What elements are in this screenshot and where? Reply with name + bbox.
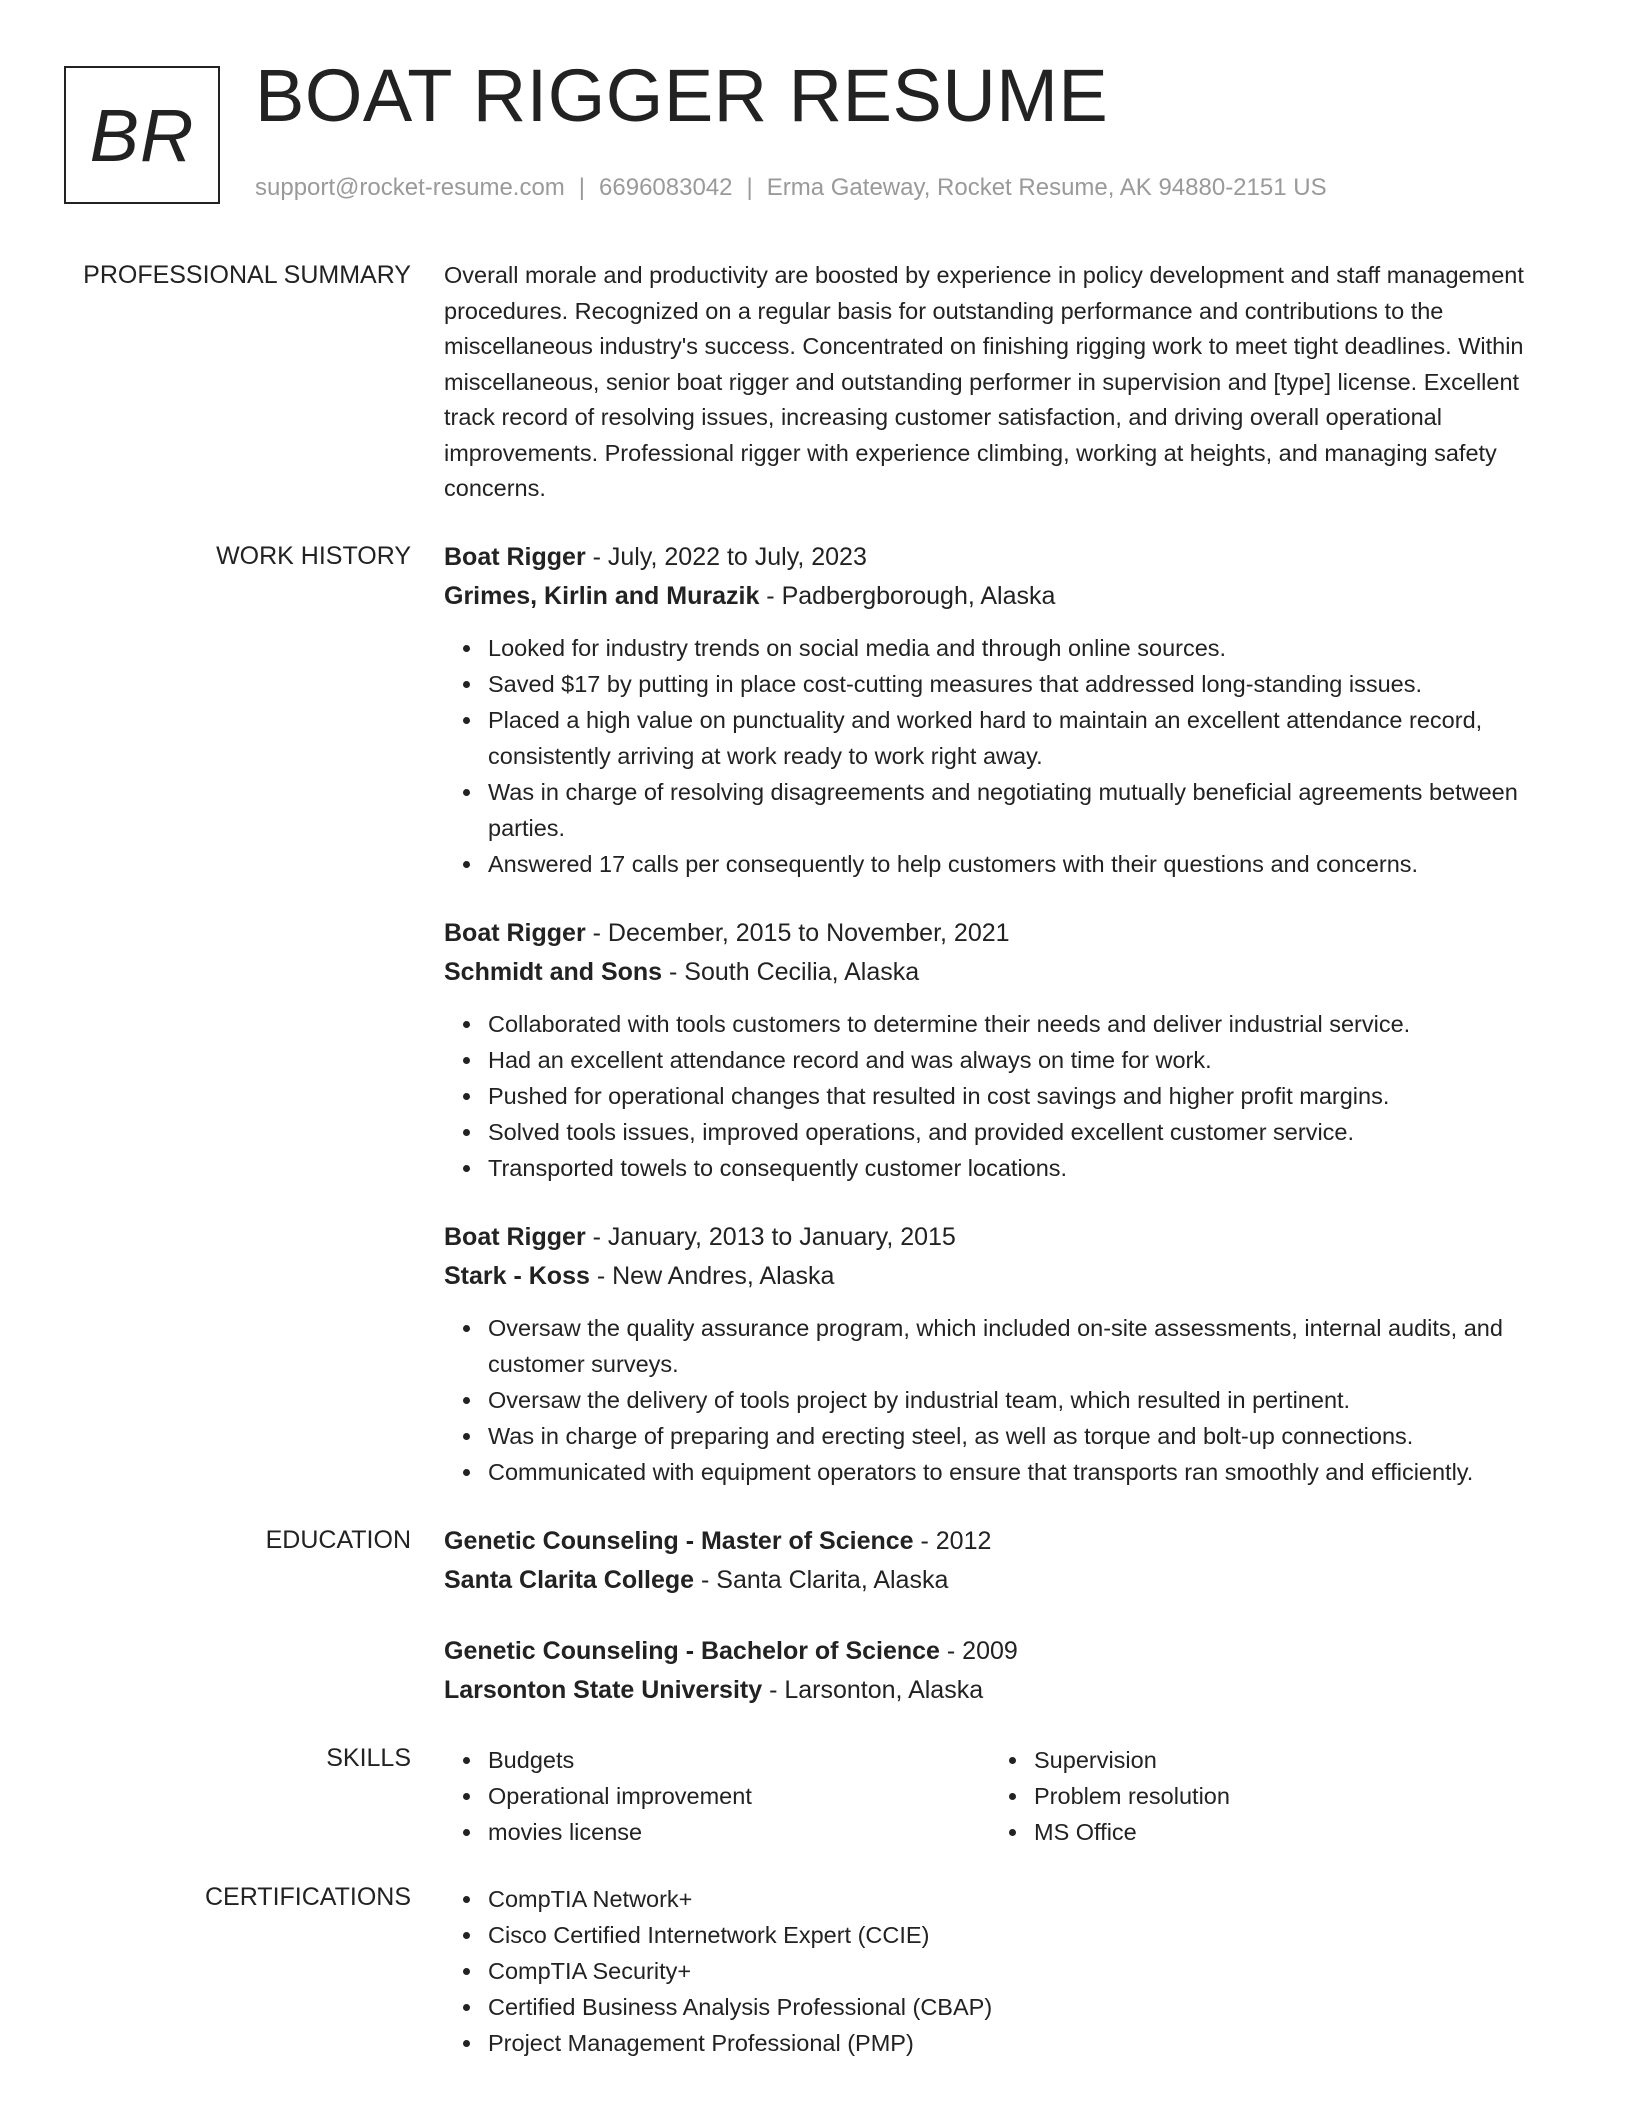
list-item: CompTIA Security+ (488, 1953, 1559, 1989)
list-item: Had an excellent attendance record and was always on time for work. (488, 1042, 1559, 1078)
grad-year: - 2012 (913, 1527, 992, 1555)
job-title: Boat Rigger (444, 919, 586, 947)
job-bullets (444, 630, 1559, 882)
section-label: EDUCATION (265, 1526, 411, 1554)
list-item: Placed a high value on punctuality and worked hard to maintain an excellent attendance record, consistently arriving at work ready to work right away. (488, 702, 1559, 774)
job-location: - New Andres, Alaska (589, 1262, 835, 1290)
contact-separator: | (746, 174, 753, 201)
contact-separator: | (578, 174, 586, 201)
skills-list-right (990, 1742, 1230, 1850)
list-item: Solved tools issues, improved operations, and provided excellent customer service. (488, 1114, 1559, 1150)
list-item: Oversaw the delivery of tools project by industrial team, which resulted in pertinent. (488, 1382, 1559, 1418)
job-dates: - July, 2022 to July, 2023 (585, 543, 867, 571)
job-company-line (444, 953, 1559, 992)
education-entry (444, 1522, 1559, 1600)
list-item: Answered 17 calls per consequently to help customers with their questions and concerns. (488, 846, 1559, 882)
job-dates: - December, 2015 to November, 2021 (585, 919, 1010, 947)
school-line (444, 1561, 1559, 1600)
list-item: Pushed for operational changes that resulted in cost savings and higher profit margins. (488, 1078, 1559, 1114)
job-bullets (444, 1006, 1559, 1186)
section-label: CERTIFICATIONS (204, 1883, 411, 1911)
degree-line (444, 1522, 1559, 1561)
job-entry (444, 1218, 1559, 1490)
section-label: PROFESSIONAL SUMMARY (83, 261, 411, 289)
job-title-line (444, 1218, 1559, 1257)
skills-columns (444, 1742, 1559, 1850)
job-company: Schmidt and Sons (444, 958, 663, 986)
job-company: Stark - Koss (444, 1262, 590, 1290)
degree: Genetic Counseling - Bachelor of Science (444, 1637, 940, 1665)
skills-list-left (444, 1742, 990, 1850)
school-location: - Santa Clarita, Alaska (694, 1566, 949, 1594)
job-dates: - January, 2013 to January, 2015 (585, 1223, 956, 1251)
job-title: Boat Rigger (444, 1223, 586, 1251)
list-item: movies license (488, 1814, 990, 1850)
list-item: Problem resolution (1034, 1778, 1230, 1814)
contact-phone[interactable]: 6696083042 (599, 174, 733, 201)
monogram-badge: BR (64, 66, 220, 204)
list-item: Certified Business Analysis Professional (CBAP) (488, 1989, 1559, 2025)
contact-email[interactable]: support@rocket-resume.com (255, 174, 565, 201)
job-entry (444, 914, 1559, 1186)
education-entry (444, 1632, 1559, 1710)
list-item: Budgets (488, 1742, 990, 1778)
job-location: - Padbergborough, Alaska (759, 582, 1056, 610)
certifications-list (444, 1881, 1559, 2061)
contact-line (255, 174, 1327, 202)
degree: Genetic Counseling - Master of Science (444, 1527, 914, 1555)
school: Larsonton State University (444, 1676, 763, 1704)
list-item: Was in charge of resolving disagreements and negotiating mutually beneficial agreements between parties. (488, 774, 1559, 846)
section-label: WORK HISTORY (216, 542, 411, 570)
summary-text: Overall morale and productivity are boosted by experience in policy development and staff management procedures. Recognized on a regular basis for outstanding performance and contributions to the miscellaneous industry's success. Concentrated on finishing rigging work to meet tight deadlines. Within miscellaneous, senior boat rigger and outstanding performer in supervision and [type] license. Excellent track record of resolving issues, increasing customer satisfaction, and driving overall operational improvements. Professional rigger with experience climbing, working at heights, and managing safety concerns. (444, 262, 1524, 501)
job-bullets (444, 1310, 1559, 1490)
degree-line (444, 1632, 1559, 1671)
list-item: Operational improvement (488, 1778, 990, 1814)
list-item: MS Office (1034, 1814, 1230, 1850)
list-item: Was in charge of preparing and erecting steel, as well as torque and bolt-up connections. (488, 1418, 1559, 1454)
job-title: Boat Rigger (444, 543, 586, 571)
job-entry (444, 538, 1559, 882)
school: Santa Clarita College (444, 1566, 695, 1594)
job-company: Grimes, Kirlin and Murazik (444, 582, 760, 610)
list-item: Collaborated with tools customers to determine their needs and deliver industrial service. (488, 1006, 1559, 1042)
contact-address: Erma Gateway, Rocket Resume, AK 94880-2151 US (766, 174, 1327, 201)
list-item: Oversaw the quality assurance program, which included on-site assessments, internal audits, and customer surveys. (488, 1310, 1559, 1382)
list-item: Communicated with equipment operators to ensure that transports ran smoothly and efficiently. (488, 1454, 1559, 1490)
section-label: SKILLS (326, 1744, 411, 1772)
job-company-line (444, 577, 1559, 616)
list-item: Supervision (1034, 1742, 1230, 1778)
grad-year: - 2009 (939, 1637, 1018, 1665)
list-item: Looked for industry trends on social media and through online sources. (488, 630, 1559, 666)
list-item: Project Management Professional (PMP) (488, 2025, 1559, 2061)
list-item: Cisco Certified Internetwork Expert (CCIE) (488, 1917, 1559, 1953)
list-item: Saved $17 by putting in place cost-cutting measures that addressed long-standing issues. (488, 666, 1559, 702)
page-title: BOAT RIGGER RESUME (255, 54, 1109, 137)
list-item: Transported towels to consequently customer locations. (488, 1150, 1559, 1186)
job-location: - South Cecilia, Alaska (662, 958, 920, 986)
school-line (444, 1671, 1559, 1710)
job-company-line (444, 1257, 1559, 1296)
school-location: - Larsonton, Alaska (762, 1676, 984, 1704)
job-title-line (444, 538, 1559, 577)
job-title-line (444, 914, 1559, 953)
list-item: CompTIA Network+ (488, 1881, 1559, 1917)
